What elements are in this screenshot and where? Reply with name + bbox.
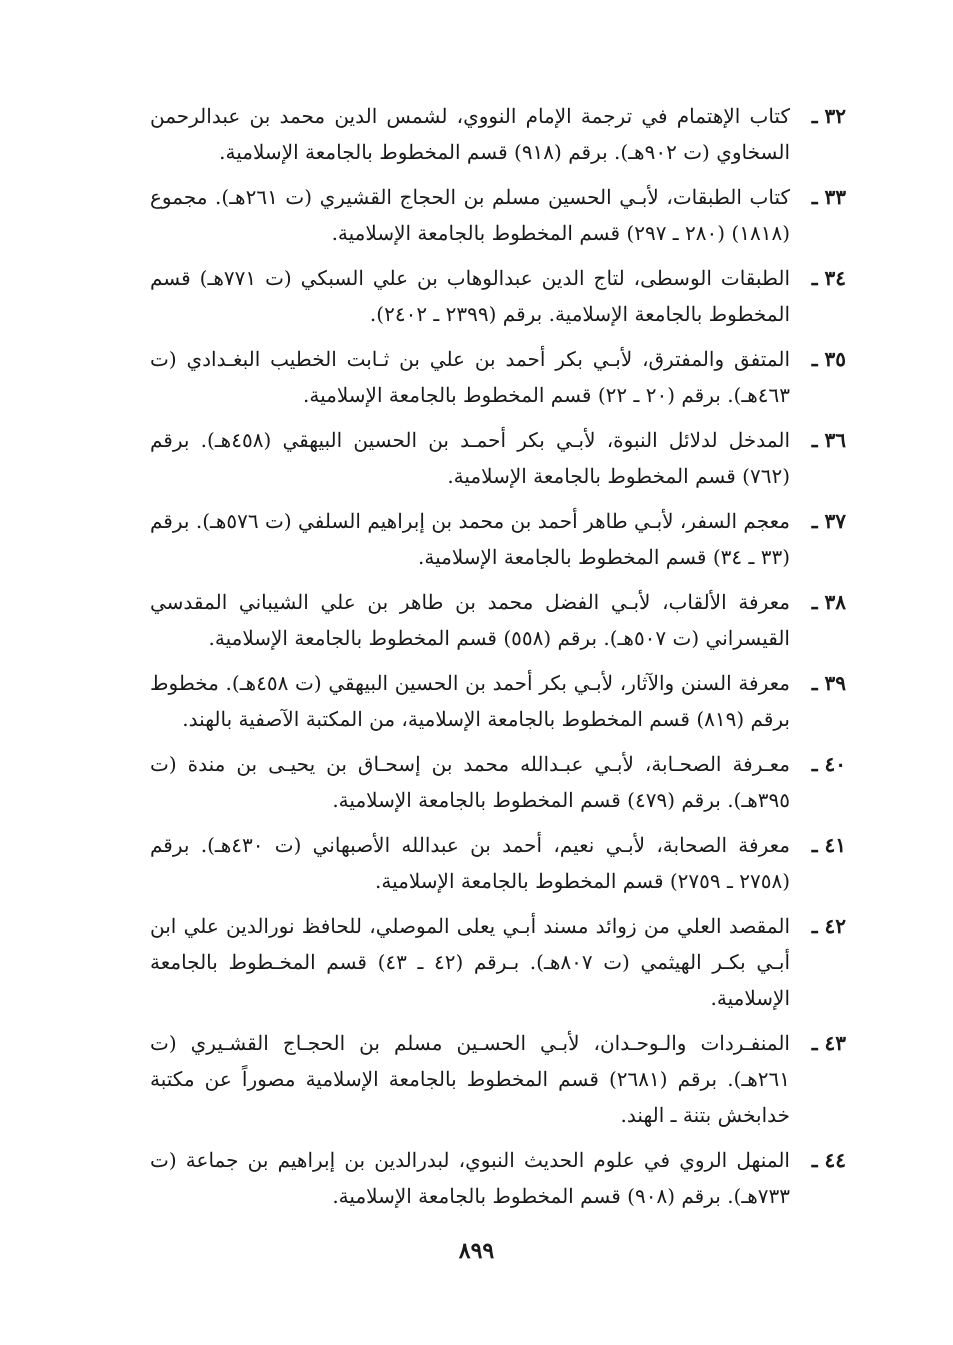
entry-text: كتاب الإهتمام في ترجمة الإمام النووي، لشمس الدين محمد بن عبدالرحمن السخاوي (ت ٩٠٢هـ). برقم (٩١٨) قسم المخطوط بالجامعة الإسلامية. bbox=[150, 104, 790, 164]
bibliography-entry-43 bbox=[150, 1025, 846, 1133]
entry-number: ٣٢ ـ bbox=[811, 104, 846, 128]
entry-number: ٤٣ ـ bbox=[811, 1031, 846, 1055]
bibliography-entry-38 bbox=[150, 584, 846, 656]
entry-text: المدخل لدلائل النبوة، لأبـي بكر أحمـد بن الحسين البيهقي (٤٥٨هـ). برقم (٧٦٢) قسم المخطوط بالجامعة الإسلامية. bbox=[150, 428, 790, 488]
entry-text: المنفـردات والـوحـدان، لأبـي الحسـين مسلم بن الحجـاج القشـيري (ت ٢٦١هـ). برقم (٢٦٨١) قسم المخطوط بالجامعة الإسلامية مصوراً عن مكتبة خدابخش بتنة ـ الهند. bbox=[150, 1031, 791, 1127]
entry-text: المنهل الروي في علوم الحديث النبوي، لبدرالدين بن إبراهيم بن جماعة (ت ٧٣٣هـ). برقم (٩٠٨) قسم المخطوط بالجامعة الإسلامية. bbox=[150, 1148, 790, 1208]
entry-number: ٣٤ ـ bbox=[811, 266, 846, 290]
entry-text: معرفة السنن والآثار، لأبـي بكر أحمد بن الحسين البيهقي (ت ٤٥٨هـ). مخطوط برقم (٨١٩) قسم المخطوط بالجامعة الإسلامية، من المكتبة الآصفية بالهند. bbox=[150, 671, 791, 731]
entry-text: معـرفة الصحـابة، لأبـي عبـدالله محمد بن إسحـاق بن يحيـى بن مندة (ت ٣٩٥هـ). برقم (٤٧٩) قسم المخطوط بالجامعة الإسلامية. bbox=[150, 752, 790, 812]
entry-text: معرفة الصحابة، لأبـي نعيم، أحمد بن عبدالله الأصبهاني (ت ٤٣٠هـ). برقم (٢٧٥٨ ـ ٢٧٥٩) قسم المخطوط بالجامعة الإسلامية. bbox=[150, 833, 790, 893]
entry-number: ٣٧ ـ bbox=[811, 509, 846, 533]
entry-text: معجم السفر، لأبـي طاهر أحمد بن محمد بن إبراهيم السلفي (ت ٥٧٦هـ). برقم (٣٣ ـ ٣٤) قسم المخطوط بالجامعة الإسلامية. bbox=[150, 509, 790, 569]
bibliography-entry-39 bbox=[150, 665, 846, 737]
entry-number: ٣٨ ـ bbox=[811, 590, 846, 614]
entry-number: ٣٩ ـ bbox=[811, 671, 846, 695]
page-number: ٨٩٩ bbox=[458, 1238, 495, 1264]
bibliography-entry-44 bbox=[150, 1142, 846, 1214]
entry-number: ٤٤ ـ bbox=[811, 1148, 846, 1172]
bibliography-entry-37 bbox=[150, 503, 846, 575]
entry-text: معرفة الألقاب، لأبـي الفضل محمد بن طاهر بن علي الشيباني المقدسي القيسراني (ت ٥٠٧هـ). برقم (٥٥٨) قسم المخطوط بالجامعة الإسلامية. bbox=[150, 590, 790, 650]
entry-number: ٣٥ ـ bbox=[811, 347, 846, 371]
bibliography-entry-40 bbox=[150, 746, 846, 818]
bibliography-entry-35 bbox=[150, 341, 846, 413]
entry-text: كتاب الطبقات، لأبـي الحسين مسلم بن الحجاج القشيري (ت ٢٦١هـ). مجموع (١٨١٨) (٢٨٠ ـ ٢٩٧) قسم المخطوط بالجامعة الإسلامية. bbox=[150, 185, 791, 245]
bibliography-entry-42 bbox=[150, 908, 846, 1016]
bibliography-entry-32 bbox=[150, 98, 846, 170]
bibliography-entry-41 bbox=[150, 827, 846, 899]
entry-number: ٤٠ ـ bbox=[811, 752, 846, 776]
bibliography-entry-33 bbox=[150, 179, 846, 251]
entry-text: الطبقات الوسطى، لتاج الدين عبدالوهاب بن علي السبكي (ت ٧٧١هـ) قسم المخطوط بالجامعة الإسلامية. برقم (٢٣٩٩ ـ ٢٤٠٢). bbox=[150, 266, 791, 326]
entry-number: ٤١ ـ bbox=[811, 833, 846, 857]
entry-number: ٣٣ ـ bbox=[811, 185, 846, 209]
bibliography-entry-34 bbox=[150, 260, 846, 332]
entry-number: ٣٦ ـ bbox=[811, 428, 846, 452]
entry-number: ٤٢ ـ bbox=[811, 914, 846, 938]
entry-text: المقصد العلي من زوائد مسند أبـي يعلى الموصلي، للحافظ نورالدين علي ابن أبـي بكـر الهيثمي (ت ٨٠٧هـ). بـرقم (٤٢ ـ ٤٣) قسم المخـطوط بالجامعة الإسلامية. bbox=[150, 914, 790, 1010]
bibliography-list bbox=[150, 98, 846, 1223]
entry-text: المتفق والمفترق، لأبـي بكر أحمد بن علي بن ثـابت الخطيب البغـدادي (ت ٤٦٣هـ). برقم (٢٠ ـ ٢٢) قسم المخطوط بالجامعة الإسلامية. bbox=[150, 347, 790, 407]
bibliography-entry-36 bbox=[150, 422, 846, 494]
